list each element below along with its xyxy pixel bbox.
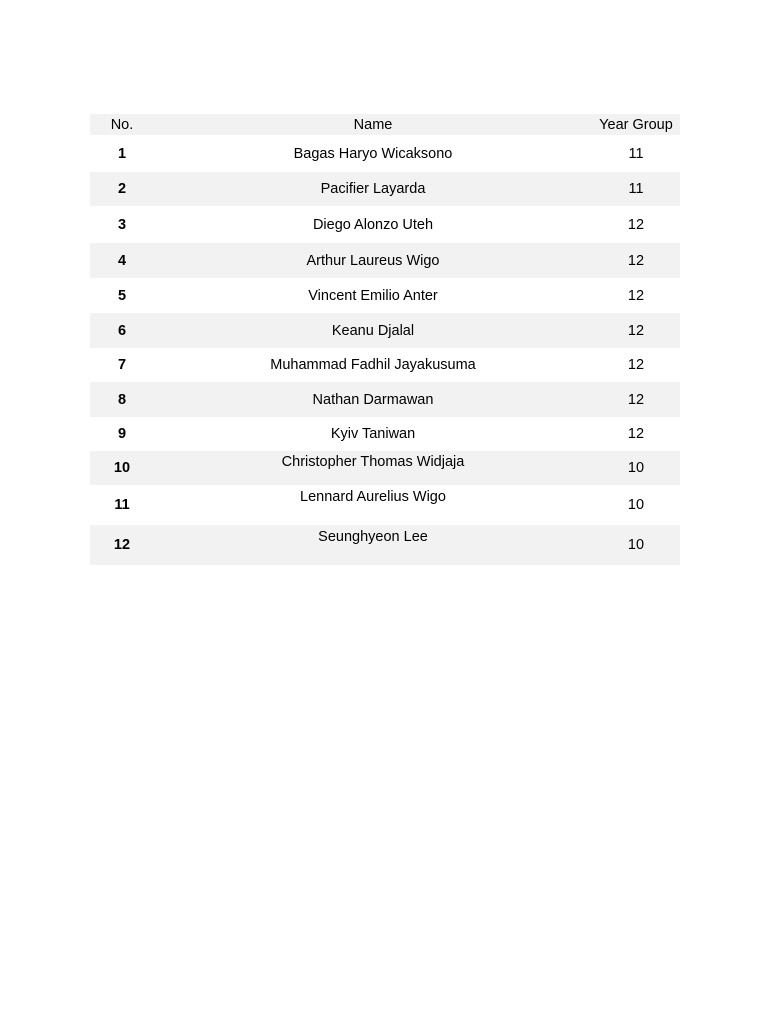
table-row xyxy=(90,135,680,172)
table-row xyxy=(90,206,680,243)
cell-name xyxy=(154,485,592,525)
cell-name: Diego Alonzo Uteh xyxy=(312,216,434,233)
cell-year-group: 10 xyxy=(627,497,645,513)
cell-no: 4 xyxy=(117,252,127,269)
table-row xyxy=(90,485,680,525)
table-row xyxy=(90,313,680,348)
cell-name: Arthur Laureus Wigo xyxy=(306,252,440,269)
table-row xyxy=(90,525,680,565)
table-row xyxy=(90,243,680,278)
header-year-group: Year Group xyxy=(599,116,673,133)
table-row xyxy=(90,417,680,451)
cell-name: Pacifier Layarda xyxy=(320,181,426,197)
cell-name-text: Seunghyeon Lee xyxy=(318,529,428,545)
cell-no: 10 xyxy=(113,460,131,476)
cell-name xyxy=(154,525,592,565)
cell-no: 3 xyxy=(117,216,127,233)
cell-year-group: 12 xyxy=(627,357,645,373)
cell-name xyxy=(154,451,592,485)
cell-name-text: Christopher Thomas Widjaja xyxy=(281,454,465,470)
cell-no: 1 xyxy=(117,145,127,162)
cell-no: 9 xyxy=(117,426,127,442)
cell-year-group: 10 xyxy=(627,537,645,553)
cell-name: Bagas Haryo Wicaksono xyxy=(293,145,453,162)
cell-no: 12 xyxy=(113,537,131,553)
table-row xyxy=(90,278,680,313)
cell-name: Vincent Emilio Anter xyxy=(308,287,438,304)
cell-year-group: 12 xyxy=(627,216,645,233)
cell-year-group: 10 xyxy=(627,460,645,476)
cell-name: Keanu Djalal xyxy=(331,322,415,339)
header-no: No. xyxy=(110,116,134,133)
cell-name: Nathan Darmawan xyxy=(312,391,434,408)
cell-year-group: 12 xyxy=(627,391,645,408)
cell-year-group: 11 xyxy=(628,181,644,197)
table-row xyxy=(90,382,680,417)
student-table xyxy=(90,114,680,565)
cell-year-group: 12 xyxy=(627,287,645,304)
cell-year-group: 12 xyxy=(627,252,645,269)
header-name: Name xyxy=(353,116,393,133)
table-row xyxy=(90,451,680,485)
cell-name-text: Lennard Aurelius Wigo xyxy=(300,489,446,505)
table-row xyxy=(90,348,680,382)
cell-no: 6 xyxy=(117,322,127,339)
cell-no: 5 xyxy=(117,287,127,304)
cell-name: Kyiv Taniwan xyxy=(330,426,416,442)
cell-no: 7 xyxy=(117,357,127,373)
cell-year-group: 11 xyxy=(628,145,644,162)
table-header-row xyxy=(90,114,680,135)
cell-year-group: 12 xyxy=(627,426,645,442)
cell-no: 8 xyxy=(117,391,127,408)
cell-name: Muhammad Fadhil Jayakusuma xyxy=(270,357,476,373)
cell-no: 11 xyxy=(114,497,130,513)
table-row xyxy=(90,172,680,206)
cell-year-group: 12 xyxy=(627,322,645,339)
cell-no: 2 xyxy=(117,181,127,197)
